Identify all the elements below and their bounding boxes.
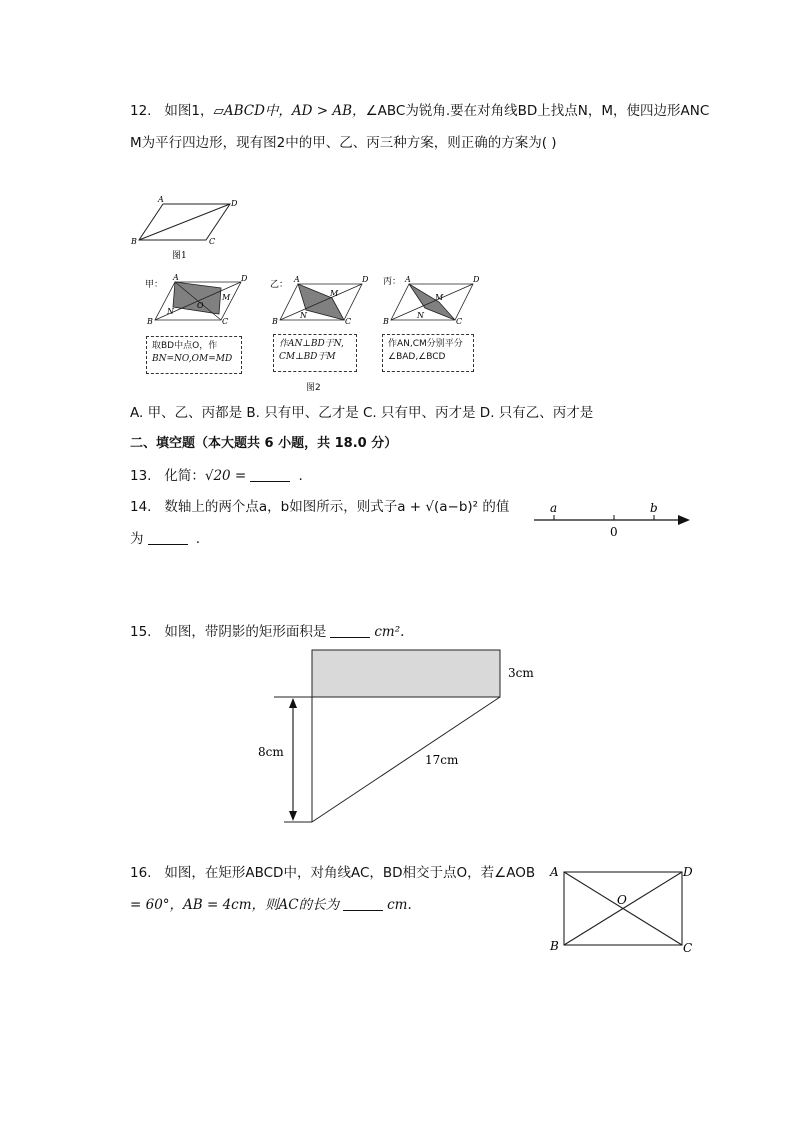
- fig1-label-c: C: [209, 237, 216, 246]
- number-line-arrow: [678, 515, 690, 525]
- q16-line1: 16. 如图，在矩形ABCD中，对角线AC，BD相交于点O，若∠AOB: [130, 865, 536, 881]
- scheme-jia-label-a: A: [173, 273, 179, 282]
- label-d: D: [683, 865, 693, 879]
- fig1-label-b: B: [131, 237, 137, 246]
- fig1-label-d: D: [231, 199, 238, 208]
- q13: 13. 化简：√20 = .: [130, 468, 303, 484]
- fig2-caption: 图2: [306, 383, 321, 393]
- q16-line2: = 60°，AB = 4cm，则AC的长为 cm.: [130, 897, 412, 913]
- scheme-jia-label-o: O: [197, 301, 204, 310]
- scheme-yi-label: 乙：: [270, 280, 289, 290]
- scheme-bing-label-d: D: [473, 275, 480, 284]
- q16-figure: [545, 860, 695, 955]
- scheme-yi-label-m: M: [330, 289, 339, 298]
- scheme-yi-box: 作AN⊥BD于N, CM⊥BD于M: [273, 334, 357, 372]
- scheme-yi-diagonal-bd: [280, 284, 362, 320]
- q12-scheme-yi-figure: [270, 270, 380, 328]
- scheme-jia-label: 甲：: [145, 280, 164, 290]
- q13-answer-blank[interactable]: [250, 467, 290, 482]
- scheme-jia-box: 取BD中点O，作 BN=NO,OM=MD: [146, 336, 242, 374]
- label-8cm: 8cm: [258, 745, 284, 759]
- fig1-label-a: A: [158, 195, 164, 204]
- label-c: C: [683, 941, 693, 955]
- q12-scheme-jia-figure: [145, 270, 255, 328]
- q15: 15. 如图，带阴影的矩形面积是 cm².: [130, 624, 405, 640]
- q15-answer-blank[interactable]: [330, 623, 370, 638]
- label-a: A: [550, 865, 559, 879]
- q12-line1: 12. 如图1，▱ABCD中，AD > AB，∠ABC为锐角.要在对角线BD上找点N，M，使四边形ANC: [130, 103, 710, 119]
- fig1-diagonal: [139, 204, 230, 240]
- scheme-jia-label-m: M: [222, 293, 231, 302]
- q14-answer-blank[interactable]: [148, 530, 188, 545]
- q15-figure: [250, 645, 550, 830]
- scheme-yi-label-c: C: [345, 317, 352, 326]
- q16-answer-blank[interactable]: [343, 896, 383, 911]
- q12-scheme-bing-figure: [383, 270, 493, 328]
- arrowhead-down: [289, 811, 297, 821]
- scheme-yi-label-d: D: [362, 275, 369, 284]
- scheme-bing-label-a: A: [405, 275, 411, 284]
- label-b: B: [550, 939, 559, 953]
- scheme-bing-box: 作AN,CM分别平分 ∠BAD,∠BCD: [382, 334, 474, 372]
- q12-line2: M为平行四边形，现有图2中的甲、乙、丙三种方案，则正确的方案为( ): [130, 135, 557, 151]
- scheme-bing-diagonal-bd: [391, 284, 473, 320]
- scheme-bing-label-m: M: [435, 293, 444, 302]
- label-a: a: [550, 501, 558, 515]
- scheme-bing-label: 丙：: [383, 277, 402, 287]
- hypotenuse: [312, 697, 500, 822]
- scheme-jia-label-n: N: [167, 307, 174, 316]
- q12-options: A. 甲、乙、丙都是 B. 只有甲、乙才是 C. 只有甲、丙才是 D. 只有乙、丙才是: [130, 405, 594, 421]
- scheme-bing-label-c: C: [456, 317, 463, 326]
- scheme-jia-label-c: C: [222, 317, 229, 326]
- fig1-caption: 图1: [172, 251, 187, 261]
- scheme-bing-label-b: B: [383, 317, 389, 326]
- label-zero: 0: [610, 525, 618, 539]
- section2-title: 二、填空题（本大题共 6 小题，共 18.0 分）: [130, 436, 398, 451]
- scheme-bing-label-n: N: [417, 311, 424, 320]
- label-b: b: [650, 501, 658, 515]
- scheme-yi-label-n: N: [300, 311, 307, 320]
- q14-line1: 14. 数轴上的两个点a，b如图所示，则式子a + √(a−b)² 的值: [130, 499, 510, 515]
- label-17cm: 17cm: [425, 753, 459, 767]
- scheme-yi-label-a: A: [294, 275, 300, 284]
- q14-number-line: [530, 498, 695, 542]
- scheme-jia-label-b: B: [147, 317, 153, 326]
- shaded-rectangle: [312, 650, 500, 697]
- label-o: O: [617, 893, 627, 907]
- arrowhead-up: [289, 698, 297, 708]
- q14-line2: 为 .: [130, 531, 201, 547]
- scheme-yi-label-b: B: [272, 317, 278, 326]
- label-3cm: 3cm: [508, 666, 534, 680]
- q12-figure1: [128, 192, 243, 262]
- scheme-jia-label-d: D: [241, 274, 248, 283]
